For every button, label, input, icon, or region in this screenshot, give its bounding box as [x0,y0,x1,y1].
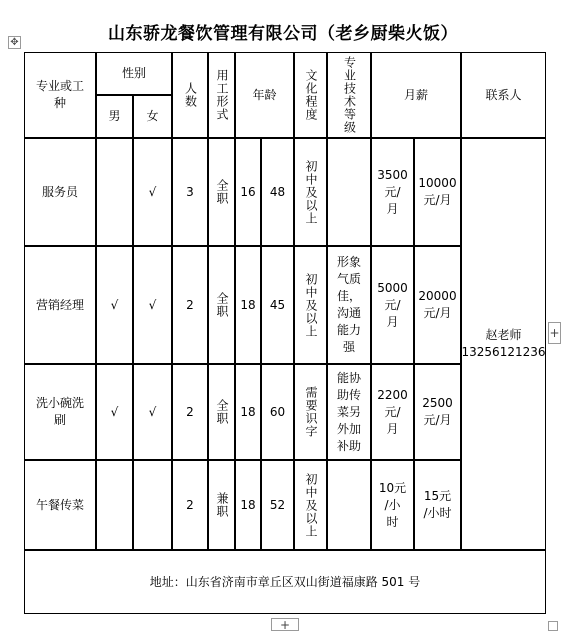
recruitment-table [24,52,546,614]
row-1-count: 2 [172,246,208,364]
row-2-female: √ [133,364,172,460]
row-1-employment: 全职 [208,246,235,364]
header-employment: 用工形式 [208,52,235,138]
row-1-male: √ [96,246,133,364]
row-1-salary-min: 5000 元/ 月 [371,246,414,364]
row-1-salary-max: 20000 元/月 [414,246,461,364]
table-move-handle-icon[interactable]: ✥ [8,36,21,49]
row-3-age-min: 18 [235,460,261,550]
row-0-skill [327,138,371,246]
header-gender: 性别 [96,52,172,95]
row-1-education: 初中及以上 [294,246,327,364]
address-row: 地址：山东省济南市章丘区双山街道福康路 501 号 [24,550,546,614]
row-3-skill [327,460,371,550]
table-resize-handle[interactable] [548,621,558,631]
add-column-button[interactable]: + [548,322,561,344]
row-3-salary-min: 10元 /小 时 [371,460,414,550]
row-3-female [133,460,172,550]
row-0-female: √ [133,138,172,246]
row-0-education: 初中及以上 [294,138,327,246]
row-3-male [96,460,133,550]
row-3-employment: 兼职 [208,460,235,550]
row-1-job: 营销经理 [24,246,96,364]
row-2-male: √ [96,364,133,460]
row-1-age-min: 18 [235,246,261,364]
row-0-age-min: 16 [235,138,261,246]
header-female: 女 [133,95,172,138]
row-2-age-min: 18 [235,364,261,460]
row-0-employment: 全职 [208,138,235,246]
row-0-male [96,138,133,246]
contact-name: 赵老师 [485,328,522,342]
header-education: 文化程度 [294,52,327,138]
row-3-education: 初中及以上 [294,460,327,550]
row-0-job: 服务员 [24,138,96,246]
row-1-age-max: 45 [261,246,294,364]
row-0-count: 3 [172,138,208,246]
row-2-job: 洗小碗洗 刷 [24,364,96,460]
row-0-salary-min: 3500 元/ 月 [371,138,414,246]
header-salary: 月薪 [371,52,461,138]
row-2-education: 需要识字 [294,364,327,460]
contact-cell [461,138,546,550]
contact-phone: 13256121236 [461,345,546,359]
row-3-salary-max: 15元 /小时 [414,460,461,550]
header-count: 人数 [172,52,208,138]
row-3-job: 午餐传菜 [24,460,96,550]
header-male: 男 [96,95,133,138]
row-1-skill: 形象 气质 佳， 沟通 能力 强 [327,246,371,364]
row-2-age-max: 60 [261,364,294,460]
add-row-button[interactable]: + [271,618,299,631]
row-0-age-max: 48 [261,138,294,246]
row-3-count: 2 [172,460,208,550]
header-skill: 专业技术等级 [327,52,371,138]
row-1-female: √ [133,246,172,364]
row-2-salary-min: 2200 元/ 月 [371,364,414,460]
row-2-salary-max: 2500 元/月 [414,364,461,460]
header-major: 专业或工 种 [24,52,96,138]
document-title: 山东骄龙餐饮管理有限公司（老乡厨柴火饭） [108,24,458,44]
row-2-count: 2 [172,364,208,460]
row-3-age-max: 52 [261,460,294,550]
header-age: 年龄 [235,52,294,138]
row-2-employment: 全职 [208,364,235,460]
header-contact: 联系人 [461,52,546,138]
row-0-salary-max: 10000 元/月 [414,138,461,246]
row-2-skill: 能协 助传 菜另 外加 补助 [327,364,371,460]
